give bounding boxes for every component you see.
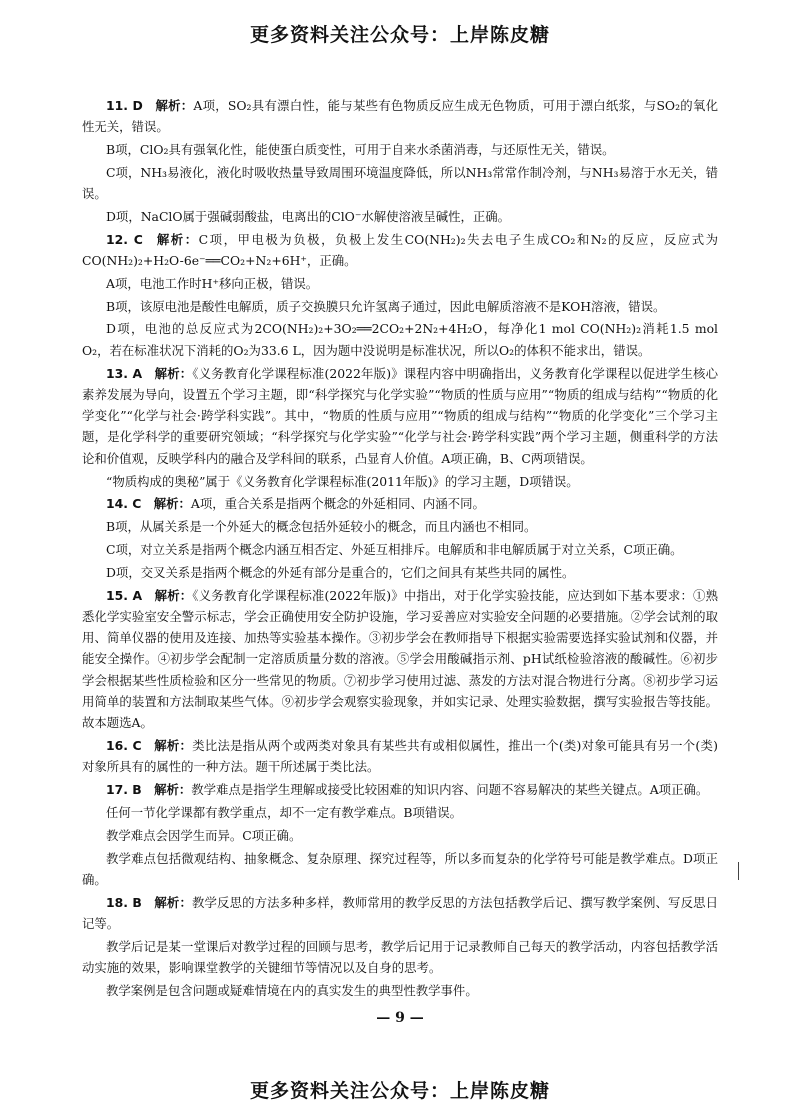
paragraph-text: B项，从属关系是一个外延大的概念包括外延较小的概念，而且内涵也不相同。 <box>106 519 537 535</box>
explanation-paragraph <box>82 139 718 160</box>
question-explanation <box>82 585 718 734</box>
explanation-paragraph <box>82 318 718 361</box>
question-explanation <box>82 779 718 800</box>
paragraph-text: 教学案例是包含问题或疑难情境在内的真实发生的典型性教学事件。 <box>106 982 478 998</box>
explanation-paragraph <box>82 936 718 979</box>
explanation-paragraph <box>82 516 718 537</box>
margin-mark <box>738 862 739 880</box>
question-explanation <box>82 363 718 469</box>
explanation-paragraph <box>82 296 718 317</box>
question-explanation <box>82 735 718 778</box>
paragraph-text: 任何一节化学课都有教学重点，却不一定有教学难点。B项错误。 <box>106 805 463 820</box>
page-number: — 9 — <box>376 1010 424 1026</box>
analysis-label: 解析： <box>154 782 192 798</box>
analysis-label: 解析： <box>154 365 193 381</box>
answer-explanations <box>82 95 718 1003</box>
analysis-label: 解析： <box>153 496 191 512</box>
paragraph-text: D项，电池的总反应式为2CO(NH₂)₂+3O₂══2CO₂+2N₂+4H₂O，每净化1 mol CO(NH₂)₂消耗1.5 mol O₂，若在标准状况下消耗的O₂为33.6 L，因为题中没说明是标准状况，所以O₂的体积不能求出，错误。 <box>82 321 718 358</box>
question-explanation <box>82 229 718 272</box>
explanation-paragraph <box>82 206 718 227</box>
paragraph-text: C项，NH₃易液化，液化时吸收热量导致周围环境温度降低，所以NH₃常常作制冷剂，与NH₃易溶于水无关，错误。 <box>82 164 718 202</box>
explanation-paragraph <box>82 539 718 560</box>
question-number: 16. C <box>106 738 142 754</box>
analysis-label: 解析： <box>155 231 199 247</box>
paragraph-text: 《义务教育化学课程标准(2022年版)》中指出，对于化学实验技能，应达到如下基本要求：①熟悉化学实验室安全警示标志，学会正确使用安全防护设施，学习妥善应对实验安全问题的必要措施。②学会试剂的取用、简单仪器的使用及连接、加热等实验基本操作。③初步学会在教师指导下根据实验需要选择实验试剂和仪器，并能安全操作。④初步学会配制一定溶质质量分数的溶液。⑤学会用酸碱指示剂、pH试纸检验溶液的酸碱性。⑥初步学会根据某些性质检验和区分一些常见的物质。⑦初步学习使用过滤、蒸发的方法对混合物进行分离。⑧初步学习运用简单的装置和方法制取某些气体。⑨初步学会观察实验现象，并如实记录、处理实验数据，撰写实验报告等技能。故本题选A。 <box>82 587 718 731</box>
paragraph-text: “物质构成的奥秘”属于《义务教育化学课程标准(2011年版)》的学习主题，D项错误。 <box>106 473 579 489</box>
paragraph-text: D项，NaClO属于强碱弱酸盐，电离出的ClO⁻水解使溶液呈碱性，正确。 <box>106 208 511 224</box>
explanation-paragraph <box>82 802 718 823</box>
question-number: 18. B <box>106 894 142 910</box>
question-number: 13. A <box>106 365 143 381</box>
paragraph-text: 教学难点会因学生而异。C项正确。 <box>106 827 302 843</box>
paragraph-text: A项，重合关系是指两个概念的外延相同、内涵不同。 <box>190 496 485 512</box>
paragraph-text: 教学难点包括微观结构、抽象概念、复杂原理、探究过程等，所以多而复杂的化学符号可能是教学难点。D项正确。 <box>82 850 718 887</box>
question-explanation <box>82 892 718 935</box>
paragraph-text: 《义务教育化学课程标准(2022年版)》课程内容中明确指出，义务教育化学课程以促进学生核心素养发展为导向，设置五个学习主题，即“科学探究与化学实验”“物质的性质与应用”“物质的组成与结构”“物质的化学变化”“化学与社会·跨学科实践”。其中，“物质的性质与应用”“物质的组成与结构”“物质的化学变化”三个学习主题，是化学科学的重要研究领域；“科学探究与化学实验”“化学与社会·跨学科实践”两个学习主题，侧重科学的方法论和价值观，反映学科内的融合及学科间的联系，凸显育人价值。A项正确，B、C两项错误。 <box>82 365 718 466</box>
bottom-watermark-banner: 更多资料关注公众号：上岸陈皮糖 <box>249 1080 550 1102</box>
explanation-paragraph <box>82 848 718 891</box>
paragraph-text: 教学后记是某一堂课后对教学过程的回顾与思考，教学后记用于记录教师自己每天的教学活动，内容包括教学活动实施的效果，影响课堂教学的关键细节等情况以及自身的思考。 <box>82 938 718 976</box>
paragraph-text: 教学反思的方法多种多样，教师常用的教学反思的方法包括教学后记、撰写教学案例、写反思日记等。 <box>82 894 719 931</box>
paragraph-text: C项，甲电极为负极，负极上发生CO(NH₂)₂失去电子生成CO₂和N₂的反应，反应式为CO(NH₂)₂+H₂O-6e⁻══CO₂+N₂+6H⁺，正确。 <box>82 231 719 269</box>
paragraph-text: C项，对立关系是指两个概念内涵互相否定、外延互相排斥。电解质和非电解质属于对立关系，C项正确。 <box>106 541 683 557</box>
paragraph-text: A项，SO₂具有漂白性，能与某些有色物质反应生成无色物质，可用于漂白纸浆，与SO₂的氧化性无关，错误。 <box>82 98 718 135</box>
question-number: 12. C <box>106 231 143 247</box>
analysis-label: 解析： <box>154 894 192 910</box>
paragraph-text: B项，该原电池是酸性电解质，质子交换膜只允许氢离子通过，因此电解质溶液不是KOH溶液，错误。 <box>106 298 666 314</box>
question-number: 17. B <box>106 782 142 798</box>
paragraph-text: B项，ClO₂具有强氧化性，能使蛋白质变性，可用于自来水杀菌消毒，与还原性无关，错误。 <box>106 142 615 158</box>
paragraph-text: D项，交叉关系是指两个概念的外延有部分是重合的，它们之间具有某些共同的属性。 <box>106 564 575 580</box>
explanation-paragraph <box>82 162 718 205</box>
question-explanation <box>82 95 718 138</box>
analysis-label: 解析： <box>154 738 193 754</box>
paragraph-text: 教学难点是指学生理解或接受比较困难的知识内容、问题不容易解决的某些关键点。A项正确。 <box>191 782 709 798</box>
explanation-paragraph <box>82 825 718 846</box>
question-number: 15. A <box>106 587 143 603</box>
explanation-paragraph <box>82 980 718 1001</box>
analysis-label: 解析： <box>154 587 193 603</box>
explanation-paragraph <box>82 562 718 583</box>
paragraph-text: A项，电池工作时H⁺移向正极，错误。 <box>106 275 319 291</box>
question-number: 11. D <box>106 98 143 113</box>
top-watermark-banner: 更多资料关注公众号：上岸陈皮糖 <box>249 24 550 46</box>
paragraph-text: 类比法是指从两个或两类对象具有某些共有或相似属性，推出一个(类)对象可能具有另一个(类)对象所具有的属性的一种方法。题干所述属于类比法。 <box>82 738 718 775</box>
question-number: 14. C <box>106 496 142 512</box>
explanation-paragraph <box>82 471 718 492</box>
explanation-paragraph <box>82 273 718 294</box>
question-explanation <box>82 493 718 514</box>
analysis-label: 解析： <box>155 98 194 113</box>
